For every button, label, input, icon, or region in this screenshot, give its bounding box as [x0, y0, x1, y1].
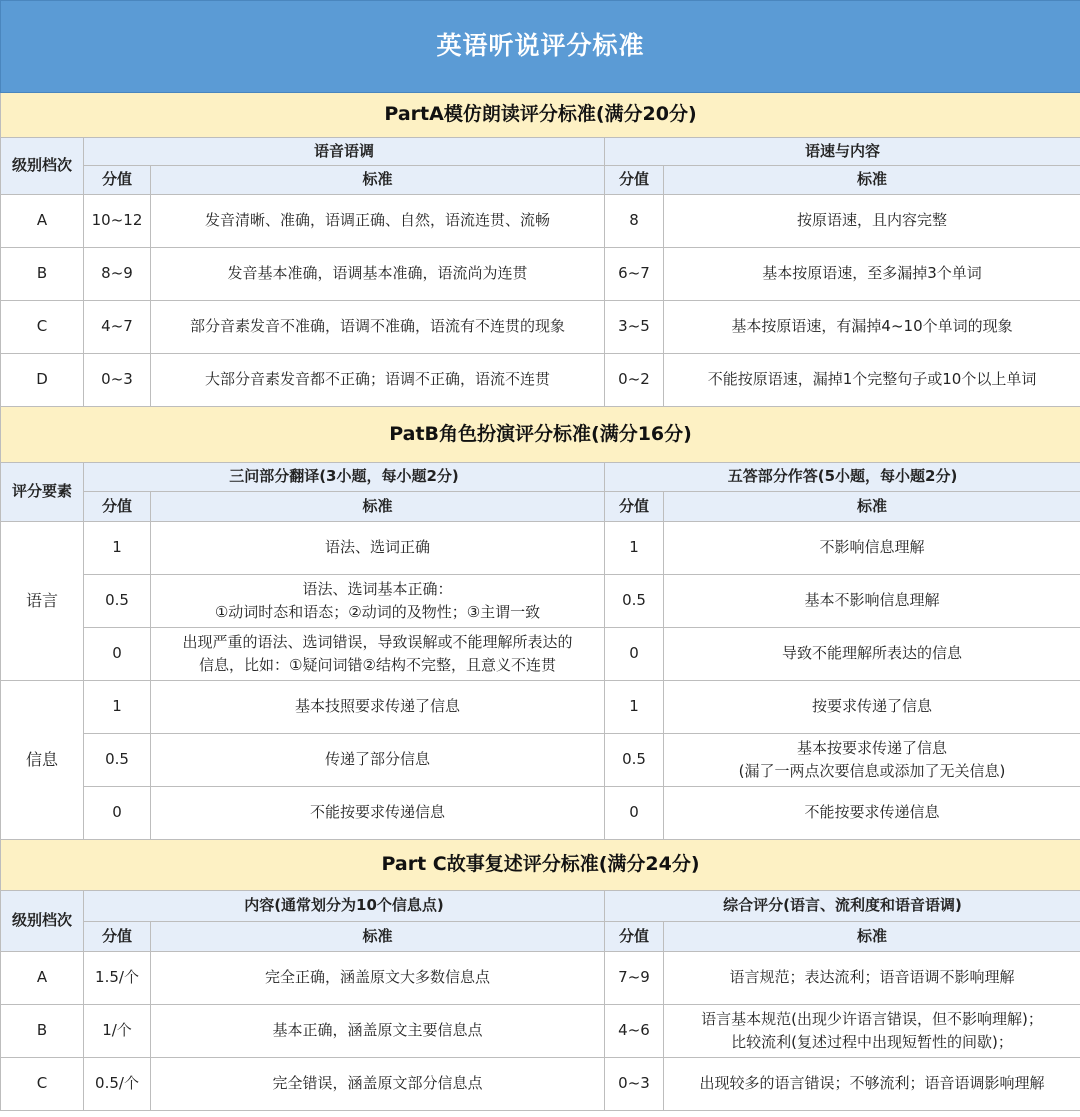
score-cell: 6~7 — [605, 248, 664, 301]
standard-line: 不影响信息理解 — [819, 538, 925, 557]
standard-line: 基本不影响信息理解 — [804, 591, 940, 610]
score-cell: 10~12 — [84, 195, 151, 248]
standard-line: 传递了部分信息 — [324, 750, 430, 769]
part-c-group-overall: 综合评分(语言、流利度和语音语调) — [605, 891, 1080, 922]
standard-column-header: 标准 — [151, 492, 605, 522]
table-row — [1, 354, 1080, 407]
standard-cell — [664, 1058, 1080, 1111]
standard-cell — [664, 952, 1080, 1005]
score-cell: 0 — [605, 628, 664, 681]
standard-cell: 基本按原语速，有漏掉4~10个单词的现象 — [664, 301, 1080, 354]
score-column-header: 分值 — [84, 922, 151, 952]
standard-cell — [664, 522, 1080, 575]
score-cell: 0.5/个 — [84, 1058, 151, 1111]
score-cell: 0.5 — [605, 734, 664, 787]
score-cell: 0~3 — [605, 1058, 664, 1111]
score-cell: 0~3 — [84, 354, 151, 407]
table-row — [1, 1005, 1080, 1058]
standard-cell: 基本正确，涵盖原文主要信息点 — [151, 1005, 605, 1058]
table-row — [1, 248, 1080, 301]
standard-column-header: 标准 — [664, 492, 1080, 522]
standard-cell: 完全错误，涵盖原文部分信息点 — [151, 1058, 605, 1111]
table-row — [1, 628, 1080, 681]
score-cell: 4~6 — [605, 1005, 664, 1058]
score-cell: 4~7 — [84, 301, 151, 354]
score-column-header: 分值 — [605, 166, 664, 195]
score-cell: 1 — [605, 522, 664, 575]
score-cell: 1/个 — [84, 1005, 151, 1058]
standard-cell: 部分音素发音不准确，语调不准确，语流有不连贯的现象 — [151, 301, 605, 354]
score-cell: 1.5/个 — [84, 952, 151, 1005]
level-cell: C — [1, 301, 84, 354]
level-cell: B — [1, 1005, 84, 1058]
standard-cell — [151, 522, 605, 575]
standard-line: 语言规范；表达流利；语音语调不影响理解 — [729, 968, 1015, 987]
part-b-group-translation: 三问部分翻译(3小题，每小题2分) — [84, 463, 605, 492]
table-row — [1, 734, 1080, 787]
standard-column-header: 标准 — [664, 922, 1080, 952]
standard-cell: 大部分音素发音都不正确；语调不正确，语流不连贯 — [151, 354, 605, 407]
level-cell: B — [1, 248, 84, 301]
score-cell: 3~5 — [605, 301, 664, 354]
table-row — [1, 1058, 1080, 1111]
level-cell: D — [1, 354, 84, 407]
score-cell: 1 — [605, 681, 664, 734]
standard-cell — [664, 734, 1080, 787]
standard-cell — [664, 575, 1080, 628]
standard-cell — [664, 628, 1080, 681]
standard-cell — [151, 628, 605, 681]
level-cell: A — [1, 952, 84, 1005]
standard-cell — [664, 1005, 1080, 1058]
part-a-heading: PartA模仿朗读评分标准(满分20分) — [1, 93, 1080, 138]
standard-line: 信息，比如：①疑问词错②结构不完整，且意义不连贯 — [199, 656, 556, 674]
score-column-header: 分值 — [84, 166, 151, 195]
standard-line: 出现较多的语言错误；不够流利；语音语调影响理解 — [699, 1074, 1045, 1093]
part-a-group-speed-content: 语速与内容 — [605, 138, 1080, 166]
page-title: 英语听说评分标准 — [1, 1, 1080, 93]
part-a-group-pronunciation: 语音语调 — [84, 138, 605, 166]
standard-line: 出现严重的语法、选词错误，导致误解或不能理解所表达的 — [182, 632, 573, 651]
part-b-row-header: 评分要素 — [1, 463, 84, 522]
standard-line: 比较流利(复述过程中出现短暂性的间歇)； — [731, 1033, 1013, 1051]
standard-line: (漏了一两点次要信息或添加了无关信息) — [738, 762, 1006, 780]
part-c-group-content: 内容(通常划分为10个信息点) — [84, 891, 605, 922]
standard-line: 基本技照要求传递了信息 — [294, 697, 460, 716]
score-column-header: 分值 — [605, 492, 664, 522]
score-cell: 1 — [84, 681, 151, 734]
table-row — [1, 787, 1080, 840]
standard-cell — [151, 575, 605, 628]
standard-cell: 基本按原语速，至多漏掉3个单词 — [664, 248, 1080, 301]
standard-line: ①动词时态和语态；②动词的及物性；③主谓一致 — [214, 603, 541, 621]
standard-cell: 发音基本准确，语调基本准确，语流尚为连贯 — [151, 248, 605, 301]
part-c-heading: Part C故事复述评分标准(满分24分) — [1, 840, 1080, 891]
standard-line: 按要求传递了信息 — [812, 697, 933, 716]
part-b-heading: PatB角色扮演评分标准(满分16分) — [1, 407, 1080, 463]
level-cell: C — [1, 1058, 84, 1111]
score-cell: 0~2 — [605, 354, 664, 407]
standard-line: 不能按要求传递信息 — [804, 803, 940, 822]
standard-column-header: 标准 — [151, 922, 605, 952]
table-row — [1, 195, 1080, 248]
part-a-row-header: 级别档次 — [1, 138, 84, 195]
score-cell: 0 — [605, 787, 664, 840]
part-b-group-answers: 五答部分作答(5小题，每小题2分) — [605, 463, 1080, 492]
table-row — [1, 575, 1080, 628]
standard-cell — [151, 681, 605, 734]
standard-line: 不能按要求传递信息 — [309, 803, 445, 822]
standard-cell: 不能按原语速，漏掉1个完整句子或10个以上单词 — [664, 354, 1080, 407]
score-cell: 8 — [605, 195, 664, 248]
category-language: 语言 — [1, 522, 84, 681]
table-row — [1, 681, 1080, 734]
standard-cell — [664, 681, 1080, 734]
standard-cell — [151, 734, 605, 787]
standard-line: 语法、选词基本正确： — [302, 579, 453, 598]
score-cell: 0.5 — [605, 575, 664, 628]
standard-cell: 按原语速，且内容完整 — [664, 195, 1080, 248]
standard-column-header: 标准 — [151, 166, 605, 195]
score-cell: 0.5 — [84, 734, 151, 787]
standard-cell: 完全正确，涵盖原文大多数信息点 — [151, 952, 605, 1005]
standard-column-header: 标准 — [664, 166, 1080, 195]
score-cell: 7~9 — [605, 952, 664, 1005]
score-cell: 0.5 — [84, 575, 151, 628]
table-row — [1, 522, 1080, 575]
standard-cell: 发音清晰、准确，语调正确、自然，语流连贯、流畅 — [151, 195, 605, 248]
table-row — [1, 301, 1080, 354]
standard-cell — [151, 787, 605, 840]
score-cell: 0 — [84, 787, 151, 840]
level-cell: A — [1, 195, 84, 248]
standard-line: 语法、选词正确 — [324, 538, 430, 557]
standard-line: 基本按要求传递了信息 — [797, 738, 948, 757]
score-cell: 0 — [84, 628, 151, 681]
score-column-header: 分值 — [84, 492, 151, 522]
standard-line: 导致不能理解所表达的信息 — [782, 644, 963, 663]
part-c-row-header: 级别档次 — [1, 891, 84, 952]
table-row — [1, 952, 1080, 1005]
standard-cell — [664, 787, 1080, 840]
score-column-header: 分值 — [605, 922, 664, 952]
score-cell: 1 — [84, 522, 151, 575]
category-information: 信息 — [1, 681, 84, 840]
score-cell: 8~9 — [84, 248, 151, 301]
standard-line: 语言基本规范(出现少许语言错误，但不影响理解)； — [701, 1009, 1043, 1028]
